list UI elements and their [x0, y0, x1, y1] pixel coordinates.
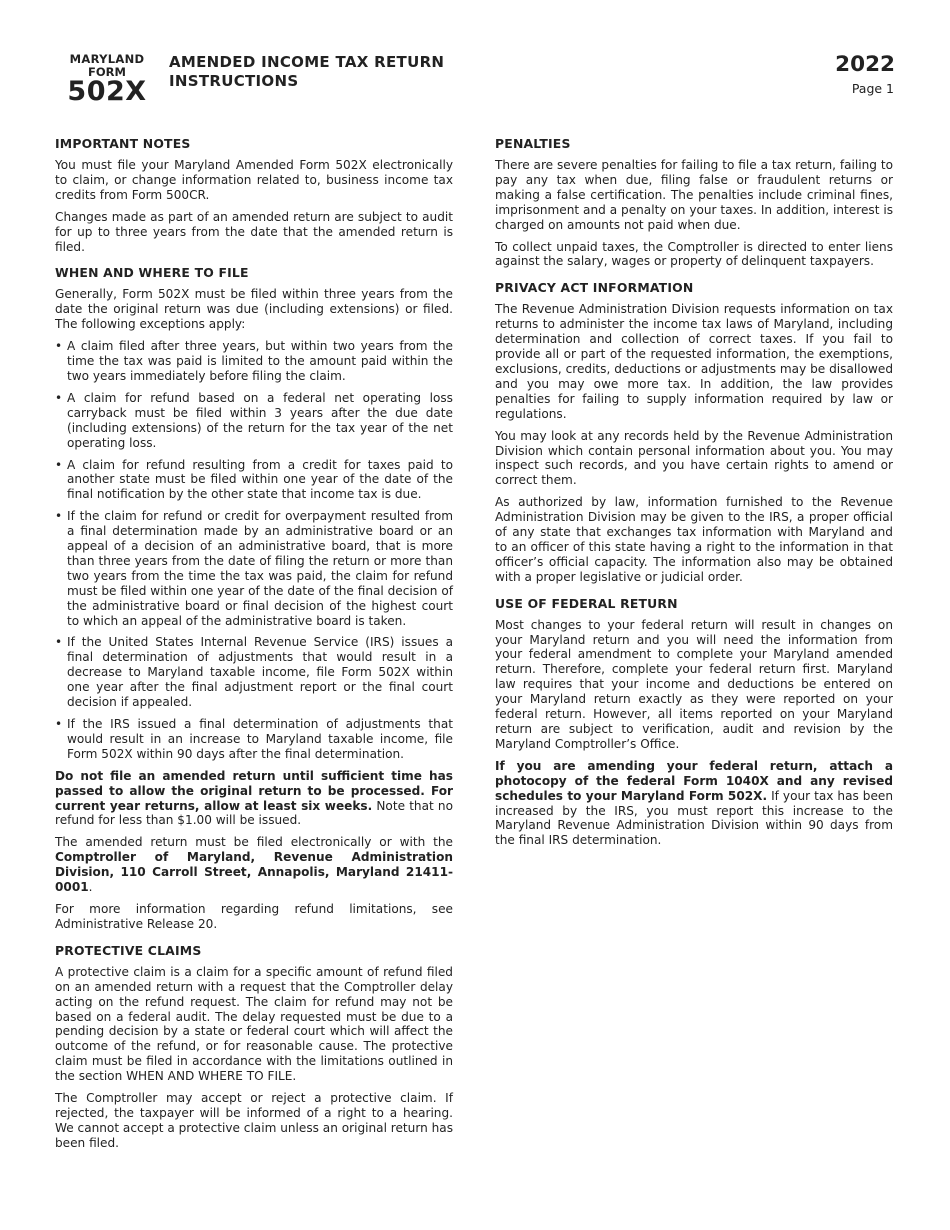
penalties-p1: There are severe penalties for failing to file a tax return, failing to pay any tax when due, filing false or fraudulent returns or making a false certification. The penalties include criminal fines, imprisonment and a penalty on your taxes. In addition, interest is charged on amounts not paid when due.	[495, 158, 893, 232]
list-item: • A claim for refund resulting from a credit for taxes paid to another state must be filed within one year of the date of the final notification by the other state that income tax is due.	[55, 458, 453, 503]
important-notes-p2: Changes made as part of an amended return are subject to audit for up to three years from the date that the amended return is filed.	[55, 209, 453, 254]
form-id-block	[64, 53, 150, 106]
form-number: 502X	[67, 76, 147, 107]
filing-address-bold: Comptroller of Maryland, Revenue Administration Division, 110 Carroll Street, Annapolis, Maryland 21411-0001	[55, 850, 453, 895]
federal-return-p1: Most changes to your federal return will result in changes on your Maryland return and you will need the information from your federal amendment to complete your Maryland amended return. Therefore, complete your federal return first. Maryland law requires that your income and deductions be entered on your Maryland return exactly as they were reported on your federal return. However, all items reported on your Maryland return are subject to verification, audit and revision by the Maryland Comptroller’s Office.	[495, 617, 893, 751]
when-where-intro: Generally, Form 502X must be filed within three years from the date the original return was due (including extensions) or filed. The following exceptions apply:	[55, 287, 453, 332]
list-item: • If the IRS issued a final determination of adjustments that would result in an increase to Maryland taxable income, file Form 502X within 90 days after the final determination.	[55, 717, 453, 762]
privacy-p2: You may look at any records held by the Revenue Administration Division which contain personal information about you. You may inspect such records, and you have certain rights to amend or correct them.	[495, 428, 893, 488]
processing-warning-rest: Note that no refund for less than $1.00 will be issued.	[55, 798, 454, 828]
protective-claims-heading: PROTECTIVE CLAIMS	[55, 942, 202, 958]
page-number: Page 1	[851, 81, 894, 96]
title-line-1: AMENDED INCOME TAX RETURN	[169, 53, 445, 71]
tax-year: 2022	[835, 52, 895, 77]
state-label: MARYLAND	[69, 52, 145, 66]
penalties-p2: To collect unpaid taxes, the Comptroller is directed to enter liens against the salary, wages or property of delinquent taxpayers.	[495, 239, 893, 269]
important-notes-heading: IMPORTANT NOTES	[55, 136, 191, 151]
list-item: • If the claim for refund or credit for overpayment resulted from a final determination made by an administrative board or an appeal of a decision of an administrative board, that is more than three years from the date of filing the return or more than two years from the time the tax was paid, the claim for refund must be filed within one year of the date of the final decision of the administrative board or final decision of the highest court to which an appeal of the administrative board is taken.	[55, 509, 453, 628]
federal-return-p2	[495, 759, 893, 848]
right-column	[495, 136, 893, 855]
federal-return-p2-bold: If you are amending your federal return, attach a photocopy of the federal Form 1040X and any revised schedules to your Maryland Form 502X.	[495, 758, 893, 803]
federal-return-p2-rest: If your tax has been increased by the IRS, you must report this increase to the Maryland Revenue Administration Division within 90 days from the final IRS determination.	[495, 788, 893, 848]
list-item: • A claim filed after three years, but within two years from the time the tax was paid is limited to the amount paid within the two years immediately before filing the claim.	[55, 339, 453, 384]
title-line-2: INSTRUCTIONS	[169, 72, 299, 90]
important-notes-p1: You must file your Maryland Amended Form 502X electronically to claim, or change information related to, business income tax credits from Form 500CR.	[55, 158, 453, 202]
form-label: FORM	[88, 65, 126, 79]
filing-address-pre: The amended return must be filed electronically or with the	[55, 835, 453, 850]
privacy-p3: As authorized by law, information furnished to the Revenue Administration Division may be given to the IRS, a proper official of any state that exchanges tax information with Maryland and to an officer of this state having a right to the information in that officer’s official capacity. The information also may be obtained with a proper legislative or judicial order.	[495, 495, 893, 584]
privacy-p1: The Revenue Administration Division requests information on tax returns to administer the income tax laws of Maryland, including determination and collection of correct taxes. If you fail to provide all or part of the requested information, the exemptions, exclusions, credits, deductions or adjustments may be disallowed and you may owe more tax. In addition, the law provides penalties for failing to supply information required by law or regulations.	[495, 302, 893, 421]
processing-warning	[55, 769, 453, 829]
privacy-heading: PRIVACY ACT INFORMATION	[495, 280, 694, 296]
exceptions-list	[55, 339, 453, 762]
penalties-heading: PENALTIES	[495, 136, 571, 151]
filing-address	[55, 835, 453, 895]
processing-warning-bold: Do not file an amended return until sufficient time has passed to allow the original return to be processed. For current year returns, allow at least six weeks.	[55, 768, 453, 813]
protective-claims-p1: A protective claim is a claim for a specific amount of refund filed on an amended return with a request that the Comptroller delay acting on the refund request. The claim for refund may not be based on a federal audit. The delay requested must be due to a pending decision by a state or federal court which will affect the outcome of the refund, or for reasonable cause. The protective claim must be filed in accordance with the limitations outlined in the section WHEN AND WHERE TO FILE.	[55, 964, 453, 1084]
left-column	[55, 136, 453, 1158]
list-item: • A claim for refund based on a federal net operating loss carryback must be filed within 3 years after the due date (including extensions) of the return for the tax year of the net operating loss.	[55, 391, 453, 451]
federal-return-heading: USE OF FEDERAL RETURN	[495, 595, 678, 611]
page-title	[169, 53, 444, 91]
list-item: • If the United States Internal Revenue Service (IRS) issues a final determination of adjustments that would result in a decrease to Maryland taxable income, file Form 502X within one year after the final adjustment report or the final court decision if appealed.	[55, 635, 453, 710]
filing-address-post: .	[88, 880, 93, 895]
protective-claims-p2: The Comptroller may accept or reject a protective claim. If rejected, the taxpayer will be informed of a right to a hearing. We cannot accept a protective claim unless an original return has been filed.	[55, 1091, 453, 1150]
more-info: For more information regarding refund limitations, see Administrative Release 20.	[55, 901, 453, 931]
when-where-heading: WHEN AND WHERE TO FILE	[55, 265, 249, 281]
